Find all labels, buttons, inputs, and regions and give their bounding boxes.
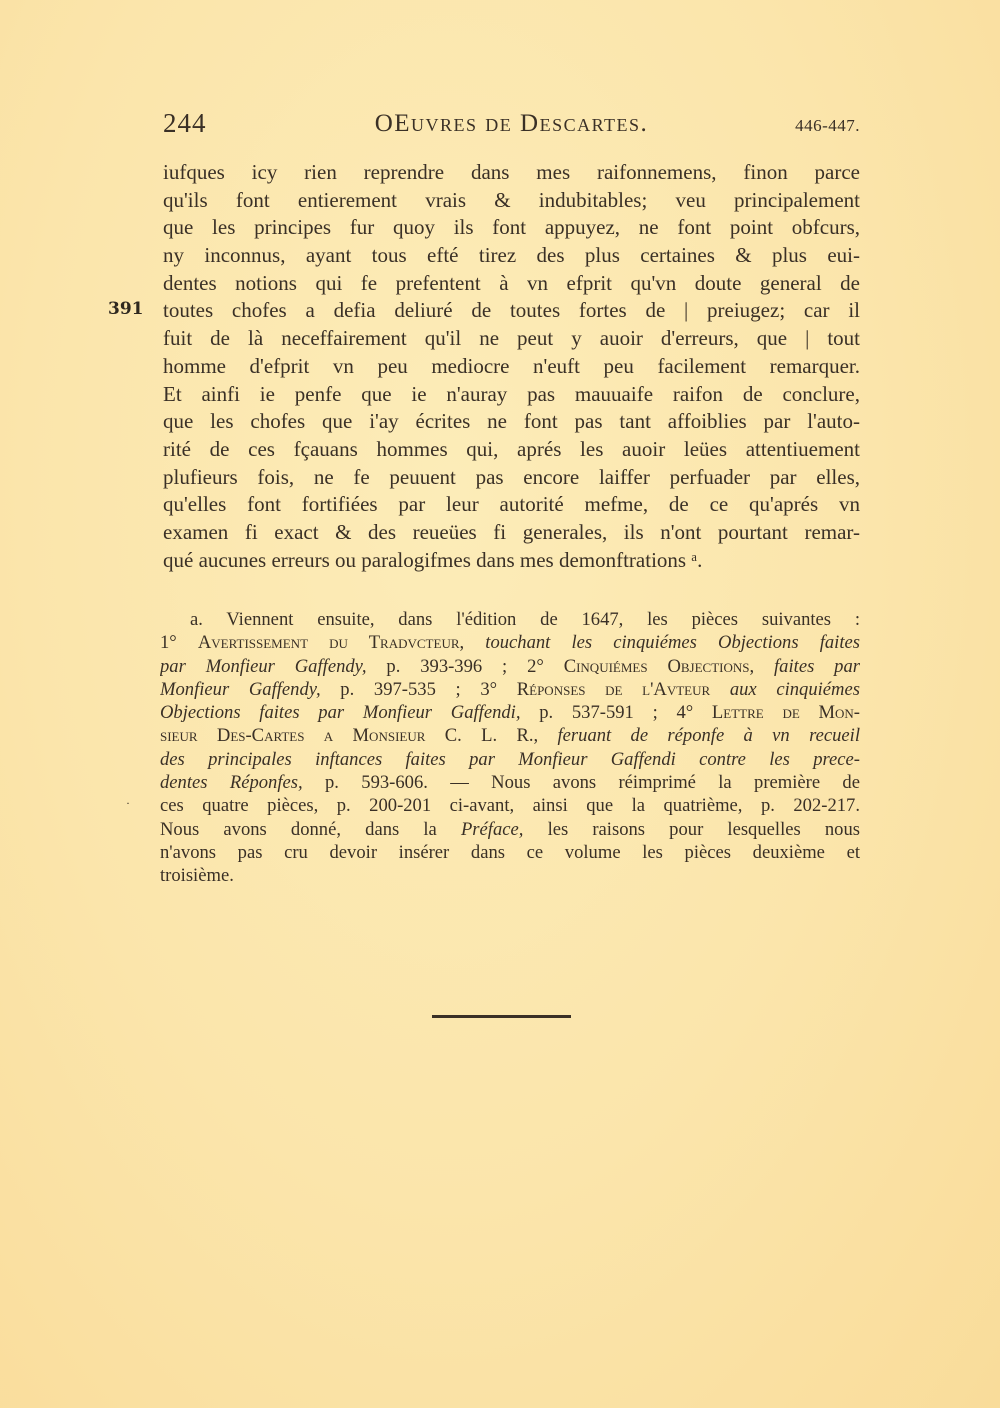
footnote-italic: feruant de réponfe à vn recueil [557,725,860,747]
footnote-italic: par Monfieur Gaffendy, [160,655,367,677]
footnote-text: a. Viennent ensuite, dans l'édition de 1647, les pièces suivantes : [190,609,860,630]
footnote-line [160,771,860,794]
footnote-line [160,841,860,864]
running-head [163,108,860,148]
text-line: qu'elles font fortifiées par leur autorité mefme, de ce qu'aprés vn [163,492,860,517]
running-title: OEuvres de Descartes. [374,110,649,137]
footnote-line [160,794,860,817]
text-line: plufieurs fois, ne fe peuuent pas encore laiffer perfuader par elles, [163,464,860,489]
main-text-block [163,159,860,574]
text-line: homme d'efprit vn peu mediocre n'euft peu facilement remarquer. [163,353,860,378]
footnote-smallcaps: Cinquiémes Objections, [563,655,755,677]
footnote-text: n'avons pas cru devoir insérer dans ce volume les pièces deuxième et [160,841,860,863]
text-line: examen fi exact & des reueües fi generales, ils n'ont pourtant remar- [163,519,860,544]
footnote-text: p. 393-396 ; 2° [366,655,564,677]
text-line: rité de ces fçauans hommes qui, aprés les auoir leües attentiuement [163,436,860,461]
footnote-line [160,818,860,841]
footnote-italic: touchant les cinquiémes Objections faites [464,632,860,654]
text-line: dentes notions qui fe prefentent à vn efprit qu'vn doute general de [163,270,860,295]
text-line: fuit de là neceffairement qu'il ne peut y auoir d'erreurs, que | tout [163,326,860,351]
footnote-italic: Objections faites par Monfieur Gaffendi, [160,702,521,724]
text-line: ny inconnus, ayant tous efté tirez des plus certaines & plus eui- [163,243,860,268]
footnote-text: p. 397-535 ; 3° [320,678,517,700]
edition-page-range: 446-447. [795,116,860,135]
footnote-italic: des principales inftances faites par Monfieur Gaffendi contre les prece- [160,748,860,770]
page-number: 244 [163,108,207,138]
footnote-smallcaps: Réponses de l'Avteur [516,678,711,700]
footnote-text: p. 593-606. — Nous avons réimprimé la première de [302,772,860,794]
margin-dot-mark: · [126,796,130,810]
text-line: que les principes fur quoy ils font appuyez, ne font point obfcurs, [163,215,860,240]
footnote-italic: faites par [754,655,860,677]
footnote-line [160,678,860,701]
text-line: Et ainfi ie penfe que ie n'auray pas mauuaife raifon de conclure, [163,381,860,406]
footnote-text: troisième. [160,865,234,887]
footnote-italic: dentes Réponfes, [160,772,303,794]
footnote-line [160,748,860,771]
text-line: qué aucunes erreurs ou paralogifmes dans mes demonftrations ᵃ. [163,547,703,572]
footnote-text: Nous avons donné, dans la [160,818,461,840]
margin-page-reference: 391 [108,299,144,319]
end-rule-divider [432,1015,571,1018]
footnote-smallcaps: sieur Des-Cartes a Monsieur [160,725,426,747]
footnote-line [160,701,860,724]
footnote-line [160,631,860,654]
text-line: qu'ils font entierement vrais & indubitables; veu principalement [163,187,860,212]
text-line: iufques icy rien reprendre dans mes raifonnemens, finon parce [163,160,860,184]
footnote-italic: Monfieur Gaffendy, [160,678,321,700]
footnote-line [160,608,860,631]
footnote-text: les raisons pour lesquelles nous [523,818,860,840]
text-line: toutes chofes a defia deliuré de toutes fortes de | preiugez; car il [163,298,860,323]
footnote-text: C. L. R., [425,725,558,747]
footnote-line [160,655,860,678]
footnote-line [160,724,860,747]
footnote-italic: Préface, [460,818,524,840]
footnote-text: p. 537-591 ; 4° [520,702,712,724]
footnote-italic: aux cinquiémes [710,678,860,700]
footnote [160,608,860,888]
text-line: que les chofes que i'ay écrites ne font pas tant affoiblies par l'auto- [163,409,860,434]
footnote-smallcaps: Lettre de Mon- [711,702,860,724]
footnote-text: ces quatre pièces, p. 200-201 ci-avant, ainsi que la quatrième, p. 202-217. [160,795,860,817]
footnote-line [160,864,860,887]
footnote-smallcaps: Avertissement du Tradvcteur, [197,632,465,654]
footnote-text: 1° [160,632,198,654]
